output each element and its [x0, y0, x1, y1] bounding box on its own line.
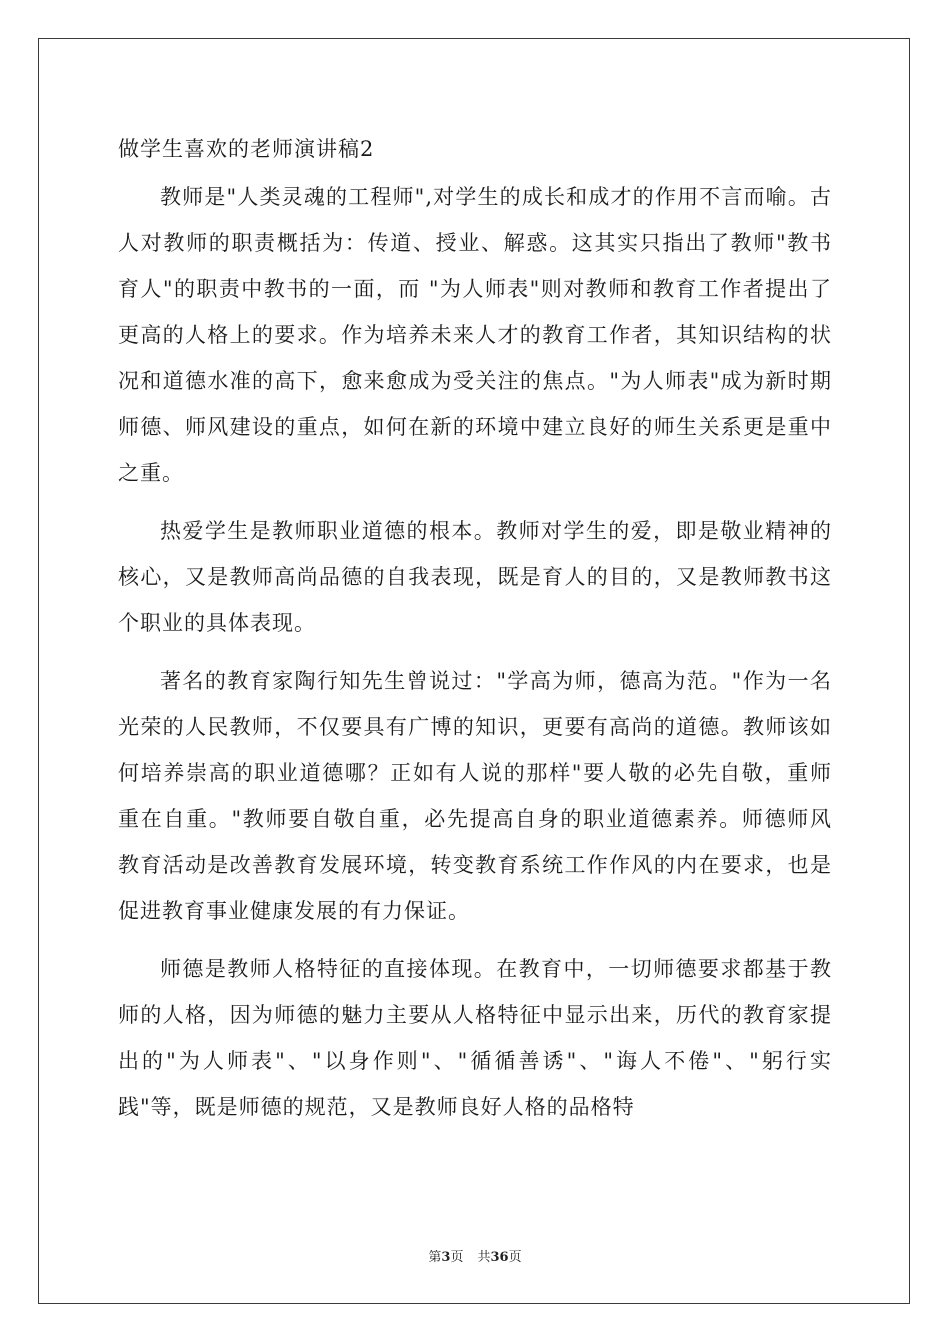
paragraph-1: 教师是"人类灵魂的工程师",对学生的成长和成才的作用不言而喻。古人对教师的职责概括为：传道、授业、解惑。这其实只指出了教师"教书育人"的职责中教书的一面，而 "为人师表"则对教师和教育工作者提出了更高的人格上的要求。作为培养未来人才的教育工作者，其知识结构的状况和道德水准的高下，愈来愈成为受关注的焦点。"为人师表"成为新时期师德、师风建设的重点，如何在新的环境中建立良好的师生关系更是重中之重。: [118, 185, 832, 485]
total-page-count: 36: [490, 1250, 509, 1265]
current-page-number: 3: [441, 1250, 451, 1265]
page-footer: [0, 1246, 950, 1265]
paragraph-3: 著名的教育家陶行知先生曾说过："学高为师，德高为范。"作为一名光荣的人民教师，不仅要具有广博的知识，更要有高尚的道德。教师该如何培养崇高的职业道德哪？正如有人说的那样"要人敬的必先自敬，重师重在自重。"教师要自敬自重，必先提高自身的职业道德素养。师德师风教育活动是改善教育发展环境，转变教育系统工作作风的内在要求，也是促进教育事业健康发展的有力保证。: [118, 669, 832, 923]
total-prefix: 共: [477, 1250, 491, 1265]
page-prefix: 第: [428, 1250, 442, 1265]
paragraph-2: 热爱学生是教师职业道德的根本。教师对学生的爱，即是敬业精神的核心，又是教师高尚品德的自我表现，既是育人的目的，又是教师教书这个职业的具体表现。: [118, 519, 832, 635]
page-unit: 页: [450, 1250, 464, 1265]
paragraph-4: 师德是教师人格特征的直接体现。在教育中，一切师德要求都基于教师的人格，因为师德的魅力主要从人格特征中显示出来，历代的教育家提出的"为人师表"、"以身作则"、"循循善诱"、"诲人不倦"、"躬行实践"等，既是师德的规范，又是教师良好人格的品格特: [118, 957, 832, 1119]
total-unit: 页: [508, 1250, 522, 1265]
document-title: 做学生喜欢的老师演讲稿2: [118, 137, 375, 161]
document-body: [118, 124, 832, 1130]
